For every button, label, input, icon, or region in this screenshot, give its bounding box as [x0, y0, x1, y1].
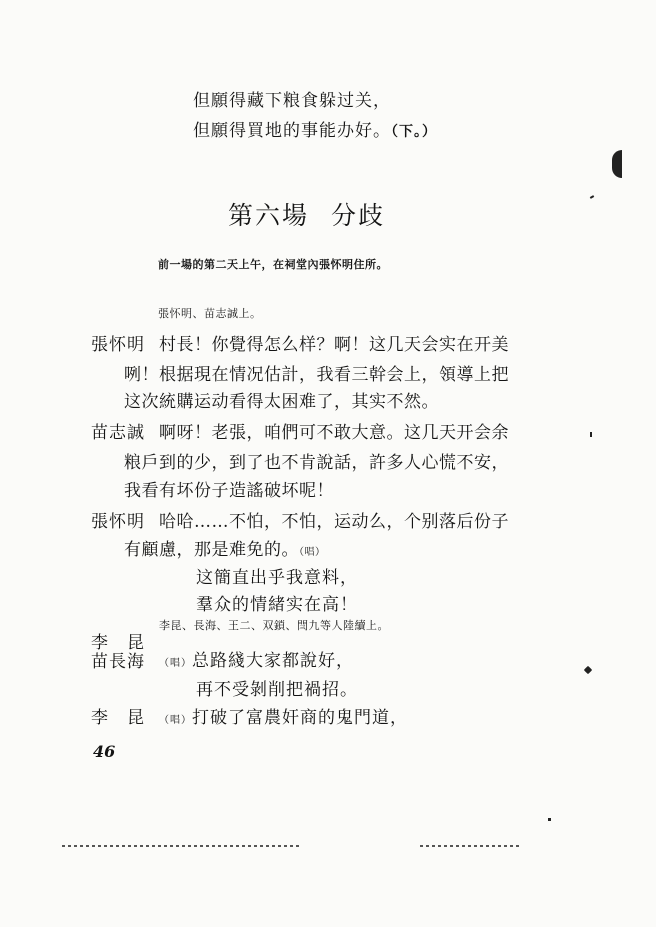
- speaker-name: 李 昆: [91, 708, 145, 728]
- verse-line: 但願得藏下粮食躲过关，: [193, 91, 391, 111]
- dialogue-line: 咧！根据現在情况估計，我看三幹会上，領導上把: [124, 365, 509, 385]
- dialogue-line: 我看有坏份子造謠破坏呢！: [124, 481, 334, 501]
- speaker-name: 李 昆: [91, 633, 145, 653]
- speck-mark: [548, 818, 551, 821]
- speaker-name: 張怀明: [91, 512, 145, 532]
- verse-line: 羣众的情緒实在高！: [196, 595, 358, 615]
- dialogue-line: 村長！你覺得怎么样？啊！这几天会实在开美: [159, 335, 509, 355]
- speaker-group: [91, 634, 145, 672]
- dialogue-line: 啊呀！老張，咱們可不敢大意。这几天开会余: [159, 423, 509, 443]
- dialogue-line: [124, 535, 326, 560]
- dialogue-line: 哈哈……不怕，不怕，运动么，个别落后份子: [159, 512, 509, 532]
- scene-number: 第六場: [228, 201, 310, 230]
- stage-direction: 李昆、長海、王二、双鎖、閆九等人陸續上。: [159, 619, 389, 632]
- sung-mark: （唱）: [159, 658, 192, 669]
- verse-line: [193, 116, 437, 141]
- verse-text: 但願得買地的事能办好。: [193, 121, 391, 141]
- speaker-name: 張怀明: [91, 335, 145, 355]
- verse-line: 这簡直出乎我意料，: [196, 568, 358, 588]
- speaker-name: 苗志誠: [91, 423, 145, 443]
- scene-title: [228, 196, 385, 232]
- speaker-name: 苗長海: [91, 652, 145, 672]
- verse-text: 打破了富農奸商的鬼門道，: [192, 708, 408, 728]
- dialogue-line: 粮戶到的少，到了也不肯說話，許多人心慌不安，: [124, 453, 509, 473]
- scene-name: 分歧: [331, 201, 386, 230]
- verse-text: 总路綫大家都說好，: [192, 651, 354, 671]
- verse-line: 再不受剝削把禍招。: [196, 680, 358, 700]
- speck-mark: [590, 432, 592, 437]
- scan-noise-line: [62, 845, 302, 847]
- scene-setting: 前一場的第二天上午，在祠堂內張怀明住所。: [158, 258, 388, 271]
- dialogue-line: 这次統購运动看得太困难了，其实不然。: [124, 392, 439, 412]
- verse-line: [159, 703, 408, 728]
- exit-note: （下。）: [391, 124, 437, 140]
- sung-mark: （唱）: [159, 715, 192, 726]
- binding-mark: [612, 150, 622, 178]
- scan-noise-line: [420, 845, 520, 847]
- dialogue-text: 有顧慮，那是难免的。: [124, 540, 299, 560]
- sung-mark: （唱）: [299, 547, 326, 558]
- verse-line: [159, 646, 354, 671]
- page-number: 46: [93, 742, 116, 761]
- speck-mark: [590, 195, 594, 199]
- speck-mark: [584, 666, 592, 674]
- stage-direction: 張怀明、苗志誠上。: [158, 307, 262, 320]
